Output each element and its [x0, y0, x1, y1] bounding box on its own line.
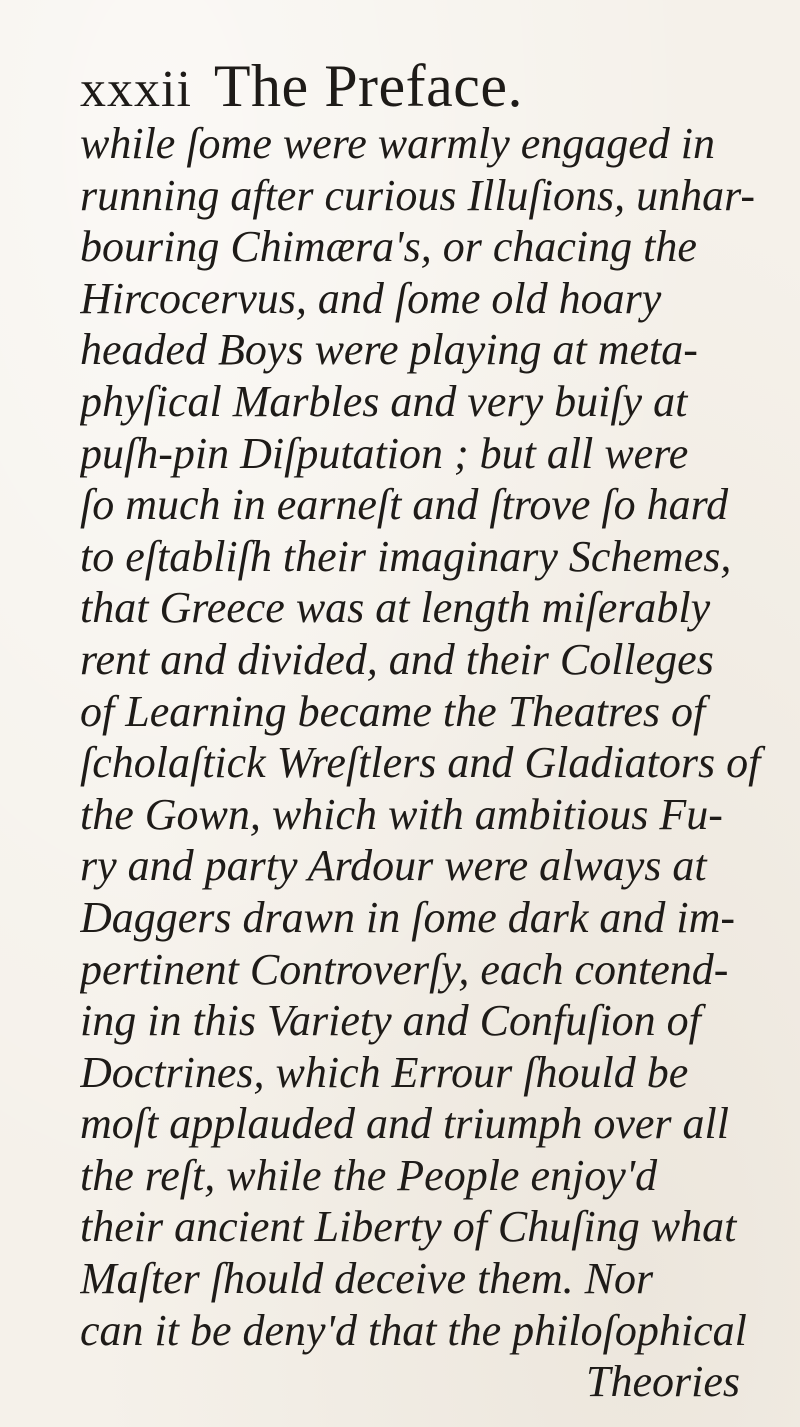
text-line: moſt applauded and triumph over all	[80, 1099, 729, 1149]
text-line: puſh-pin Diſputation ; but all were	[80, 428, 689, 478]
text-line: Doctrines, which Errour ſhould be	[80, 1047, 689, 1097]
text-line: can it be deny'd that the philoſophical	[80, 1305, 747, 1355]
text-line: phyſical Marbles and very buiſy at	[80, 376, 688, 426]
text-line: headed Boys were playing at meta-	[80, 325, 698, 375]
text-line: rent and divided, and their Colleges	[80, 634, 714, 684]
catchword: Theories	[586, 1357, 740, 1407]
text-line: ing in this Variety and Confuſion of	[80, 996, 701, 1046]
page-number: xxxii	[80, 61, 192, 118]
text-line: while ſome were warmly engaged in	[80, 119, 716, 168]
text-line: that Greece was at length miſerably	[80, 583, 711, 633]
text-line: bouring Chimæra's, or chacing the	[80, 222, 697, 272]
text-line: Daggers drawn in ſome dark and im-	[80, 892, 736, 942]
text-line: Hircocervus, and ſome old hoary	[80, 273, 662, 323]
text-line: their ancient Liberty of Chuſing what	[80, 1202, 737, 1252]
text-line: running after curious Illuſions, unhar-	[80, 170, 756, 220]
text-line: Maſter ſhould deceive them. Nor	[80, 1254, 654, 1304]
text-line: ſcholaſtick Wreſtlers and Gladiators of	[80, 738, 761, 788]
running-head	[80, 52, 523, 121]
text-line: the Gown, which with ambitious Fu-	[80, 789, 723, 839]
text-line: ry and party Ardour were always at	[80, 841, 707, 891]
body-text	[80, 118, 780, 1408]
text-line: to eſtabliſh their imaginary Schemes,	[80, 531, 732, 581]
text-line: of Learning became the Theatres of	[80, 686, 706, 736]
page-title: The Preface.	[213, 53, 524, 119]
text-line: pertinent Controverſy, each contend-	[80, 944, 729, 994]
text-line: the reſt, while the People enjoy'd	[80, 1150, 658, 1200]
text-line: ſo much in earneſt and ſtrove ſo hard	[80, 480, 729, 530]
